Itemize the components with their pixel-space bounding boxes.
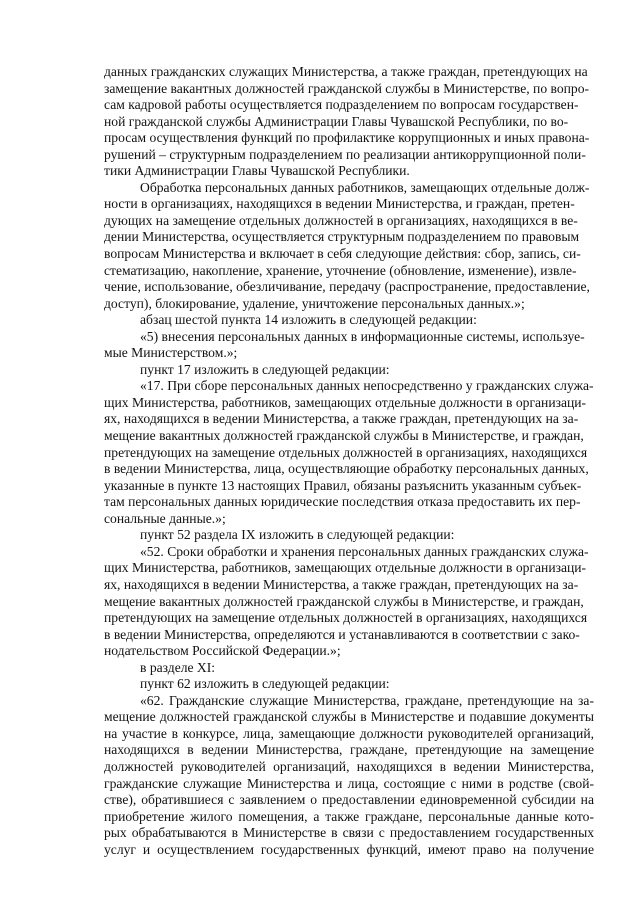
paragraph-item-5-text: «5) внесения персональных данных в информационные системы, используе- мые Министерством.»; [104,328,585,361]
paragraph-intro-continuation: данных гражданских служащих Министерства, а также граждан, претендующих на замещение вакантных должностей гражданской службы в Министерстве, по вопро- сам кадровой работы осуществляется подразделением по вопросам государствен- ной гражданской службы Администрации Главы Чувашской Республики, по во- просам осуществления функций по профилактике коррупционных и иных правона- рушений – структурным подразделением по реализации антикоррупционной поли- тики Администрации Главы Чувашской Республики. [104,64,590,179]
paragraph-item-52-text: «52. Сроки обработки и хранения персональных данных гражданских служа- щих Министерства, работников, замещающих отдельные должности в организаци- ях, находящихся в ведении Министерства, а также граждан, претендующих на за- мещение вакантных должностей гражданской службы в Министерстве, и граждан, претендующих на замещение отдельных должностей в организациях, находящихся в ведении Министерства, определяются и устанавливаются в соответствии с зако- нодательством Российской Федерации.»; [104,543,589,659]
paragraph-section-xi: в разделе XI: [140,659,216,675]
paragraph-amend-item-52: пункт 52 раздела IX изложить в следующей редакции: [140,527,455,543]
paragraph-item-17-text: «17. При сборе персональных данных непосредственно у гражданских служа- щих Министерства, работников, замещающих отдельные должности в организаци- ях, находящихся в ведении Министерства, а также граждан, претендующих на за- мещение вакантных должностей гражданской службы в Министерстве, и граждан, претендующих на замещение отдельных должностей в организациях, находящихся в ведении Министерства, лица, осуществляющие обработку персональных данных, указанные в пункте 13 настоящих Правил, обязаны разъяснить указанным субъек- там персональных данных юридические последствия отказа предоставить их пер- сональные данные.»; [104,378,594,526]
paragraph-item-62-text: «62. Гражданские служащие Министерства, граждане, претендующие на за- мещение должностей гражданской службы в Министерстве и подавшие документы на участие в конкурсе, лица, замещающие должности руководителей организаций, находящихся в ведении Министерства, граждане, претендующие на замещение должностей руководителей организаций, находящихся в ведении Министерства, гражданские служащие Министерства и лица, состоящие с ними в родстве (свой- стве), обратившиеся с заявлением о предоставлении единовременной субсидии на приобретение жилого помещения, а также граждане, персональные данные кото- рых обрабатываются в Министерстве в связи с предоставлением государственных услуг и осуществлением государственных функций, имеют право на получение [104,692,594,857]
paragraph-amend-item-62: пункт 62 изложить в следующей редакции: [140,676,390,692]
paragraph-amend-item-14: абзац шестой пункта 14 изложить в следующей редакции: [140,312,477,328]
paragraph-processing-workers: Обработка персональных данных работников, замещающих отдельные долж- ности в организациях, находящихся в ведении Министерства, и граждан, претен- дующих на замещение отдельных должностей в организациях, находящихся в ве- дении Министерства, осуществляется структурным подразделением по правовым вопросам Министерства и включает в себя следующие действия: сбор, запись, си- стематизацию, накопление, хранение, уточнение (обновление, изменение), извле- чение, использование, обезличивание, передачу (распространение, предоставление, доступ), блокирование, удаление, уничтожение персональных данных.»; [104,179,590,311]
paragraph-amend-item-17: пункт 17 изложить в следующей редакции: [140,361,390,377]
